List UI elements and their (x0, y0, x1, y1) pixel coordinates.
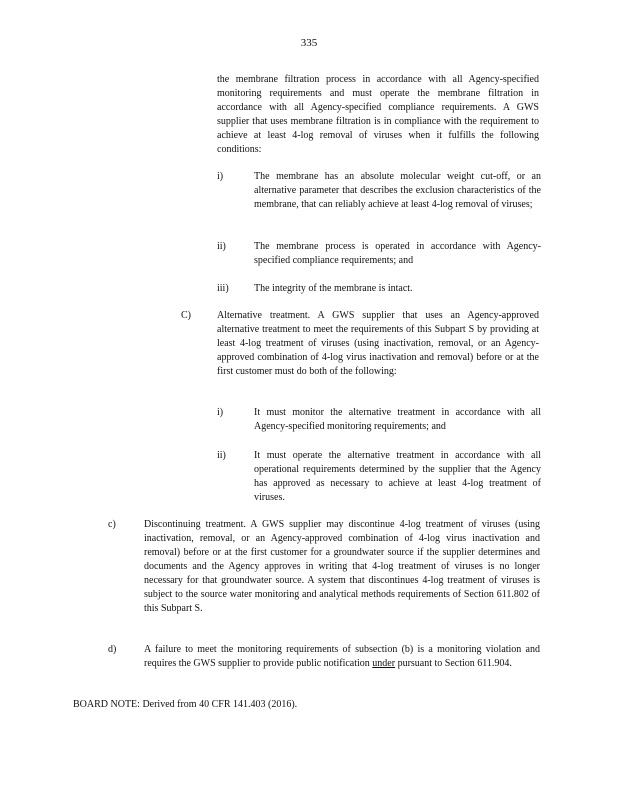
subsection-d-paragraph (144, 643, 540, 671)
section-marker: C) (181, 310, 191, 321)
list-item: The membrane process is operated in accordance with Agency-specified compliance requirements; and (254, 241, 541, 266)
list-item-marker: iii) (217, 283, 229, 294)
subsection-c-paragraph: Discontinuing treatment. A GWS supplier may discontinue 4-log treatment of viruses (using inactivation, removal, or an Agency-approved combination of 4-log virus inactivation and removal) before or at the first customer for a groundwater source if the supplier determines and documents and the Agency approves in writing that 4-log treatment of viruses is no longer necessary for that groundwater source. A system that discontinues 4-log treatment of viruses is subject to the source water monitoring and analytical methods requirements of Section 611.802 of this Subpart S. (144, 519, 540, 614)
list-item-marker: i) (217, 171, 224, 182)
list-item: It must operate the alternative treatment in accordance with all operational requirements determined by the supplier that the Agency has approved as necessary to achieve at least 4-log treatment of viruses. (254, 450, 541, 503)
page-number: 335 (300, 37, 318, 49)
subsection-d-text: A failure to meet the monitoring requirements of subsection (b) is a monitoring violation and requires the GWS supplier to provide public notification (144, 644, 540, 669)
subsection-d-text-end: pursuant to Section 611.904. (395, 658, 512, 669)
subsection-marker: c) (108, 519, 116, 530)
list-item-marker: ii) (217, 450, 226, 461)
continuation-paragraph: the membrane filtration process in accordance with all Agency-specified monitoring requirements and must operate the membrane filtration in accordance with all Agency-specified compliance requirements. A GWS supplier that uses membrane filtration is in compliance with the requirement to achieve at least 4-log removal of viruses when it fulfills the following conditions: (217, 74, 539, 155)
underlined-word: under (372, 658, 396, 669)
list-item: It must monitor the alternative treatment in accordance with all Agency-specified monitoring requirements; and (254, 407, 541, 432)
list-item-marker: ii) (217, 241, 226, 252)
list-item: The membrane has an absolute molecular weight cut-off, or an alternative parameter that describes the exclusion characteristics of the membrane, that can reliably achieve at least 4-log removal of viruses; (254, 171, 541, 210)
section-c-paragraph: Alternative treatment. A GWS supplier that uses an Agency-approved alternative treatment to meet the requirements of this Subpart S by providing at least 4-log treatment of viruses (using inactivation, removal, or an Agency-approved combination of 4-log virus inactivation and removal) before or at the first customer must do both of the following: (217, 310, 539, 377)
list-item-marker: i) (217, 407, 224, 418)
board-note: BOARD NOTE: Derived from 40 CFR 141.403 (2016). (73, 699, 298, 710)
list-item: The integrity of the membrane is intact. (254, 283, 413, 294)
subsection-marker: d) (108, 644, 117, 655)
